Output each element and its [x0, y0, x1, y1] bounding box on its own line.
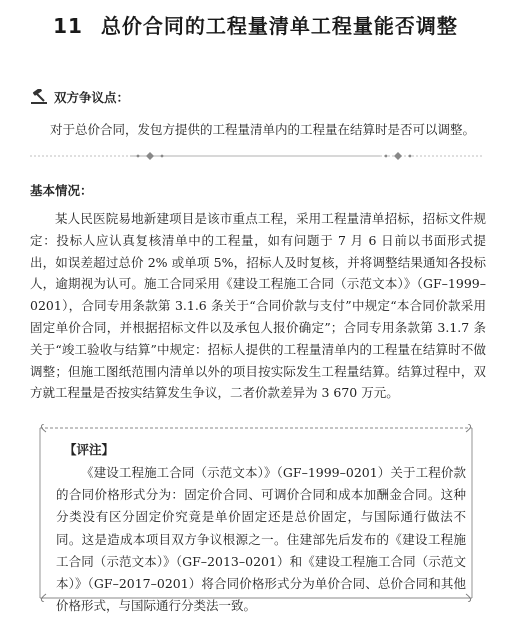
- comment-heading: 【评注】: [64, 442, 115, 457]
- section-number: 11: [53, 14, 83, 38]
- comment-paragraph: 《建设工程施工合同（示范文本）》（GF–1999–0201）关于工程价款的合同价格形式分为：固定价合同、可调价合同和成本加酬金合同。这种分类没有区分固定价究竟是单价固定还是总价固定，与国际通行做法不同。这是造成本项目双方争议根源之一。住建部先后发布的《建设工程施工合同（示范文本）》（GF–2013–0201）和《建设工程施工合同（示范文本）》（GF–2017–0201）将合同价格形式分为单价合同、总价合同和其他价格形式，与国际通行分类法一致。: [56, 465, 466, 614]
- basic-info-paragraph: 某人民医院易地新建项目是该市重点工程，采用工程量清单招标，招标文件规定：投标人应认真复核清单中的工程量，如有问题于 7 月 6 日前以书面形式提出，如误差超过总价 2% 或单项 5%，招标人及时复核，并将调整结果通知各投标人，逾期视为认可。施工合同采用《建设工程施工合同（示范文本）》（GF–1999–0201），合同专用条款第 3.1.6 条关于“合同价款与支付”中规定“本合同价款采用固定单价合同，并根据招标文件以及承包人报价确定”；合同专用条款第 3.1.7 条关于“竣工验收与结算”中规定：招标人提供的工程量清单内的工程量在结算时不做调整；但施工图纸范围内清单以外的项目按实际发生工程量结算。结算过程中，双方就工程量是否按实结算发生争议，二者价款差异为 3 670 万元。: [30, 211, 486, 401]
- comment-box: [36, 424, 476, 614]
- dispute-heading: [30, 88, 129, 106]
- dispute-heading-text: 双方争议点：: [54, 90, 130, 105]
- section-divider: [30, 150, 482, 162]
- comment-body: [56, 462, 466, 617]
- gavel-icon: [30, 89, 48, 105]
- basic-info-body: [30, 208, 486, 404]
- basic-info-heading: 基本情况：: [30, 183, 93, 198]
- dispute-text: 对于总价合同，发包方提供的工程量清单内的工程量在结算时是否可以调整。: [50, 122, 476, 137]
- section-title-text: 总价合同的工程量清单工程量能否调整: [100, 14, 458, 38]
- page-title: [0, 10, 511, 39]
